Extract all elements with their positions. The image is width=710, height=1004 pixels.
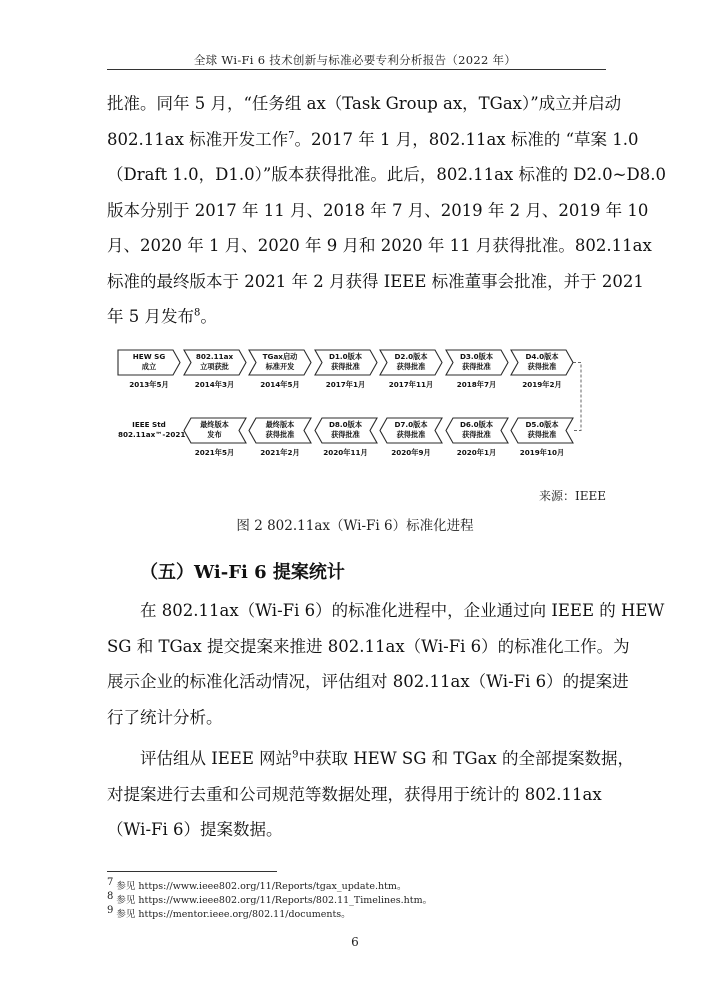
stage-label: 最终版本 获得批准 bbox=[265, 420, 295, 439]
top-row-stage-0 bbox=[118, 350, 180, 375]
footnote-text[interactable]: 参见 https://www.ieee802.org/11/Reports/tgax_update.htm。 bbox=[116, 881, 407, 892]
paragraph-line: 评估组从 IEEE 网站$^9$中获取 HEW SG 和 TGax 的全部提案数据， bbox=[140, 749, 634, 768]
section-heading: （五）Wi-Fi 6 提案统计 bbox=[140, 562, 345, 583]
stage-date: 2017年1月 bbox=[325, 380, 366, 389]
paragraph-line: （Wi-Fi 6）提案数据。 bbox=[107, 820, 283, 839]
stage-date: 2020年1月 bbox=[456, 448, 497, 457]
bottom-row-stage-0 bbox=[184, 418, 246, 443]
stage-date: 2014年5月 bbox=[260, 380, 300, 389]
dashed-connector bbox=[573, 363, 581, 431]
top-row-stage-5 bbox=[446, 350, 508, 375]
stage-date: 2021年2月 bbox=[260, 448, 300, 457]
intro-line: （Draft 1.0，D1.0）”版本获得批准。此后，802.11ax 标准的 D2.0~D8.0 bbox=[107, 165, 666, 184]
stage-label: TGax启动 标准开发 bbox=[262, 352, 298, 371]
footnote-text[interactable]: 参见 https://www.ieee802.org/11/Reports/802.11_Timelines.htm。 bbox=[116, 895, 433, 906]
stage-label: D6.0版本 获得批准 bbox=[459, 420, 494, 439]
intro-line: 批准。同年 5 月，“任务组 ax（Task Group ax，TGax）”成立并启动 bbox=[107, 94, 622, 113]
stage-date: 2013年5月 bbox=[129, 380, 169, 389]
paragraph-line: 展示企业的标准化活动情况，评估组对 802.11ax（Wi-Fi 6）的提案进 bbox=[107, 672, 629, 691]
paragraph-line: 行了统计分析。 bbox=[107, 707, 223, 727]
standardization-timeline-diagram bbox=[118, 345, 603, 465]
running-header: 全球 Wi-Fi 6 技术创新与标准必要专利分析报告（2022 年） bbox=[193, 53, 517, 67]
stage-label: D2.0版本 获得批准 bbox=[394, 352, 428, 371]
paragraph-line: 对提案进行去重和公司规范等数据处理，获得用于统计的 802.11ax bbox=[107, 784, 602, 804]
stage-label: D4.0版本 获得批准 bbox=[525, 352, 559, 371]
stage-date: 2021年5月 bbox=[194, 448, 235, 457]
stage-label: 802.11ax 立项获批 bbox=[195, 352, 234, 371]
stage-label: D3.0版本 获得批准 bbox=[459, 352, 494, 371]
intro-line: 标准的最终版本于 2021 年 2 月获得 IEEE 标准董事会批准，并于 2021 bbox=[107, 271, 644, 291]
bottom-row-stage-3 bbox=[380, 418, 442, 443]
top-row-stage-4 bbox=[380, 350, 442, 375]
footnote-ref[interactable]: 8 bbox=[194, 307, 201, 319]
footnote-text[interactable]: 参见 https://mentor.ieee.org/802.11/documents。 bbox=[116, 909, 351, 920]
stage-date: 2014年3月 bbox=[194, 380, 235, 389]
footnote-7: $^7$ 参见 https://www.ieee802.org/11/Reports/tgax_update.htm。 bbox=[107, 876, 407, 892]
stage-date: 2020年9月 bbox=[391, 448, 431, 457]
stage-label: D1.0版本 获得批准 bbox=[328, 352, 363, 371]
stage-date: 2019年2月 bbox=[522, 380, 562, 389]
intro-line: 年 5 月发布$^8$。 bbox=[107, 307, 217, 326]
intro-paragraph bbox=[107, 86, 666, 335]
stage-date: 2019年10月 bbox=[519, 448, 565, 457]
footnote-ref[interactable]: 9 bbox=[292, 749, 299, 761]
top-row-stage-6 bbox=[511, 350, 573, 375]
paragraph-data-source bbox=[107, 741, 634, 848]
header-rule bbox=[107, 69, 606, 70]
paragraph-line: 在 802.11ax（Wi-Fi 6）的标准化进程中，企业通过向 IEEE 的 HEW bbox=[140, 601, 665, 620]
top-row-stage-1 bbox=[184, 350, 246, 375]
intro-line: 版本分别于 2017 年 11 月、2018 年 7 月、2019 年 2 月、2019 年 10 bbox=[107, 200, 649, 220]
intro-line: 802.11ax 标准开发工作$^7$。2017 年 1 月，802.11ax 标准的 “草案 1.0 bbox=[107, 129, 639, 149]
stage-label: D5.0版本 获得批准 bbox=[525, 420, 559, 439]
stage-label: 最终版本 发布 bbox=[200, 420, 229, 439]
footnote-8: $^8$ 参见 https://www.ieee802.org/11/Reports/802.11_Timelines.htm。 bbox=[107, 890, 433, 906]
stage-label: D7.0版本 获得批准 bbox=[394, 420, 428, 439]
page-number: 6 bbox=[351, 935, 359, 949]
intro-line: 月、2020 年 1 月、2020 年 9 月和 2020 年 11 月获得批准。802.11ax bbox=[107, 236, 652, 255]
stage-date: 2018年7月 bbox=[456, 380, 497, 389]
bottom-row-stage-1 bbox=[249, 418, 311, 443]
figure-source: 来源：IEEE bbox=[538, 489, 606, 503]
top-row-stage-3 bbox=[315, 350, 377, 375]
figure-caption: 图 2 802.11ax（Wi-Fi 6）标准化进程 bbox=[236, 518, 474, 534]
top-row-stage-2 bbox=[249, 350, 311, 375]
stage-label: D8.0版本 获得批准 bbox=[328, 420, 363, 439]
paragraph-proposal-intro bbox=[107, 593, 665, 735]
stage-label: HEW SG 成立 bbox=[132, 352, 166, 371]
footnote-rule bbox=[107, 871, 277, 872]
footnote-ref[interactable]: 7 bbox=[288, 130, 295, 141]
final-standard-label: IEEE Std 802.11ax™-2021 bbox=[118, 420, 186, 439]
paragraph-line: SG 和 TGax 提交提案来推进 802.11ax（Wi-Fi 6）的标准化工作。为 bbox=[107, 636, 630, 656]
bottom-row-stage-5 bbox=[511, 418, 573, 443]
bottom-row-stage-2 bbox=[315, 418, 377, 443]
bottom-row-stage-4 bbox=[446, 418, 508, 443]
stage-date: 2017年11月 bbox=[388, 380, 434, 389]
footnote-9: $^9$ 参见 https://mentor.ieee.org/802.11/documents。 bbox=[107, 904, 351, 920]
stage-date: 2020年11月 bbox=[323, 448, 368, 457]
